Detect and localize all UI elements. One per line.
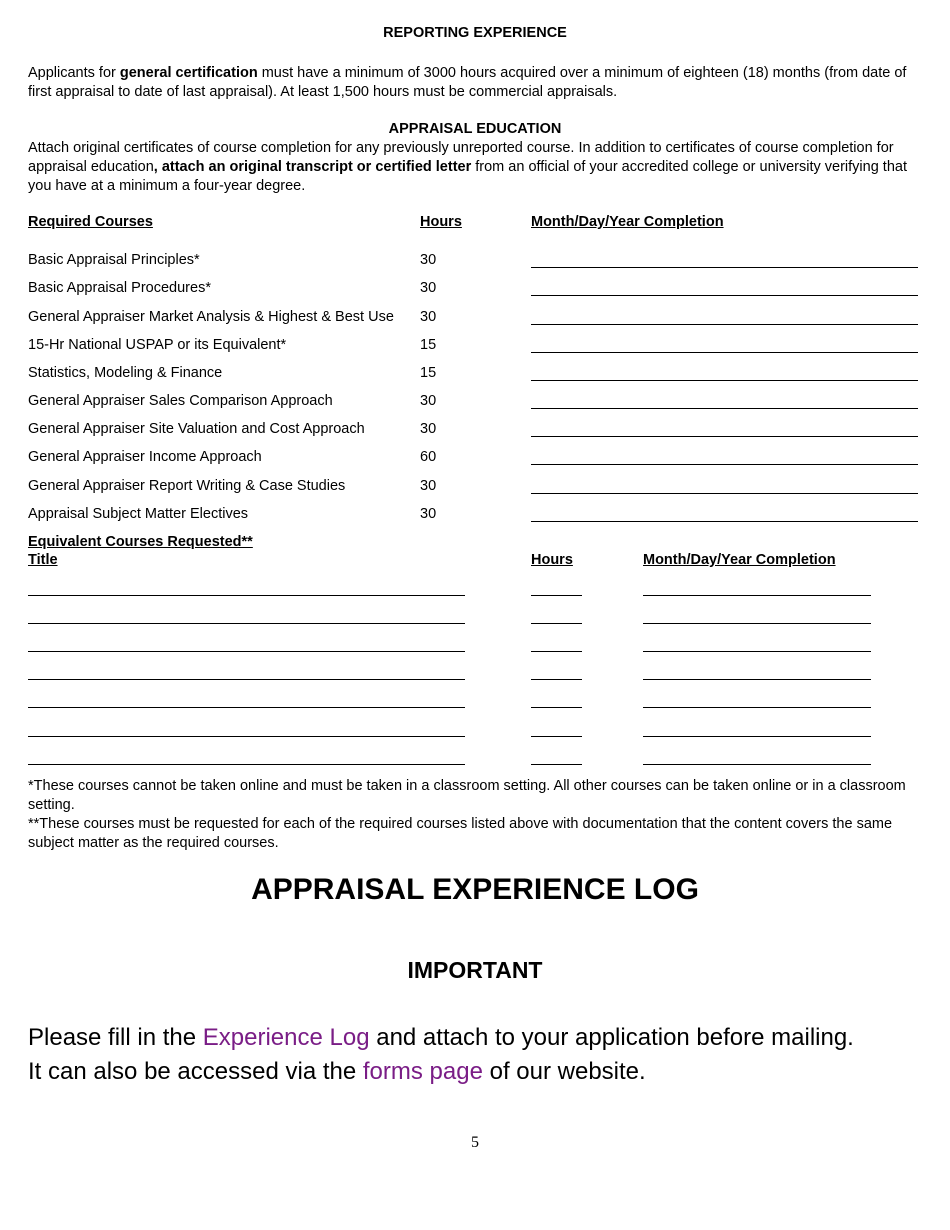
required-course-row — [28, 364, 918, 384]
title-blank[interactable] — [28, 623, 465, 624]
title-blank[interactable] — [28, 736, 465, 737]
instruction-line-2 — [28, 1056, 646, 1088]
completion-date-blank[interactable] — [643, 651, 871, 652]
hours-blank[interactable] — [531, 623, 582, 624]
course-hours: 30 — [420, 309, 437, 325]
education-heading: APPRAISAL EDUCATION — [388, 121, 562, 137]
instruction-text: and attach to your application before mailing. — [369, 1024, 854, 1051]
completion-date-blank[interactable] — [643, 707, 871, 708]
education-paragraph — [28, 139, 923, 196]
required-course-row — [28, 420, 918, 440]
course-name: General Appraiser Report Writing & Case Studies — [28, 478, 346, 494]
equivalent-course-row — [28, 595, 873, 615]
instruction-text: Please fill in the — [28, 1024, 203, 1051]
equivalent-courses-heading: Equivalent Courses Requested** — [28, 534, 253, 550]
hours-blank[interactable] — [531, 651, 582, 652]
equivalent-completion-header: Month/Day/Year Completion — [643, 552, 836, 568]
required-course-row — [28, 477, 918, 497]
education-text-bold: , attach an original transcript or certified letter — [153, 159, 472, 175]
required-hours-header: Hours — [420, 214, 462, 230]
title-blank[interactable] — [28, 679, 465, 680]
reporting-heading: REPORTING EXPERIENCE — [383, 25, 567, 41]
completion-date-blank[interactable] — [531, 267, 918, 268]
important-heading: IMPORTANT — [407, 957, 543, 983]
title-blank[interactable] — [28, 707, 465, 708]
course-name: General Appraiser Site Valuation and Cost Approach — [28, 421, 365, 437]
page-number: 5 — [471, 1134, 479, 1151]
required-course-row — [28, 336, 918, 356]
completion-date-blank[interactable] — [643, 679, 871, 680]
experience-log-link[interactable]: Experience Log — [202, 1024, 370, 1051]
required-course-row — [28, 308, 918, 328]
completion-date-blank[interactable] — [531, 521, 918, 522]
reporting-text-bold: general certification — [119, 65, 258, 81]
required-course-row — [28, 448, 918, 468]
instruction-text: It can also be accessed via the — [28, 1058, 363, 1085]
course-hours: 15 — [420, 337, 437, 353]
required-course-row — [28, 392, 918, 412]
equivalent-course-row — [28, 707, 873, 727]
required-course-row — [28, 251, 918, 271]
experience-log-title: APPRAISAL EXPERIENCE LOG — [251, 873, 699, 906]
equivalent-course-row — [28, 679, 873, 699]
course-hours: 30 — [420, 252, 437, 268]
title-blank[interactable] — [28, 651, 465, 652]
required-completion-header: Month/Day/Year Completion — [531, 214, 724, 230]
completion-date-blank[interactable] — [531, 436, 918, 437]
completion-date-blank[interactable] — [531, 408, 918, 409]
course-name: Appraisal Subject Matter Electives — [28, 506, 249, 522]
completion-date-blank[interactable] — [643, 764, 871, 765]
course-hours: 30 — [420, 478, 437, 494]
hours-blank[interactable] — [531, 764, 582, 765]
instruction-text: of our website. — [482, 1058, 646, 1085]
course-name: Statistics, Modeling & Finance — [28, 365, 223, 381]
completion-date-blank[interactable] — [531, 464, 918, 465]
course-hours: 30 — [420, 506, 437, 522]
education-text-2: from an official of your accredited college or university verifying that you have at a minimum a four-year degree. — [28, 159, 907, 194]
equivalent-hours-header: Hours — [531, 552, 573, 568]
course-name: Basic Appraisal Procedures* — [28, 280, 211, 296]
reporting-text-2: must have a minimum of 3000 hours acquired over a minimum of eighteen (18) months (from date of first appraisal to date of last appraisal). At least 1,500 hours must be commercial appraisals. — [28, 65, 907, 100]
forms-page-link[interactable]: forms page — [362, 1058, 483, 1085]
course-hours: 30 — [420, 280, 437, 296]
course-name: Basic Appraisal Principles* — [28, 252, 200, 268]
course-name: General Appraiser Income Approach — [28, 449, 262, 465]
completion-date-blank[interactable] — [531, 352, 918, 353]
title-blank[interactable] — [28, 595, 465, 596]
hours-blank[interactable] — [531, 595, 582, 596]
completion-date-blank[interactable] — [531, 295, 918, 296]
course-hours: 60 — [420, 449, 437, 465]
equivalent-course-row — [28, 623, 873, 643]
footnote-equivalent: **These courses must be requested for each of the required courses listed above with documentation that the content covers the same subject matter as the required courses. — [28, 816, 893, 851]
completion-date-blank[interactable] — [643, 595, 871, 596]
completion-date-blank[interactable] — [531, 493, 918, 494]
completion-date-blank[interactable] — [531, 380, 918, 381]
equivalent-course-row — [28, 651, 873, 671]
completion-date-blank[interactable] — [643, 623, 871, 624]
completion-date-blank[interactable] — [531, 324, 918, 325]
course-hours: 30 — [420, 421, 437, 437]
education-text-1: Attach original certificates of course completion for any previously unreported course. In addition to certificates of course completion for appraisal education — [28, 140, 894, 175]
equivalent-title-header: Title — [28, 552, 58, 568]
required-course-row — [28, 279, 918, 299]
reporting-paragraph — [28, 64, 923, 102]
completion-date-blank[interactable] — [643, 736, 871, 737]
instruction-line-1 — [28, 1022, 854, 1054]
required-courses-header: Required Courses — [28, 214, 153, 230]
course-hours: 30 — [420, 393, 437, 409]
hours-blank[interactable] — [531, 736, 582, 737]
hours-blank[interactable] — [531, 707, 582, 708]
course-hours: 15 — [420, 365, 437, 381]
required-course-row — [28, 505, 918, 525]
reporting-text-1: Applicants for — [28, 65, 120, 81]
course-name: 15-Hr National USPAP or its Equivalent* — [28, 337, 287, 353]
hours-blank[interactable] — [531, 679, 582, 680]
title-blank[interactable] — [28, 764, 465, 765]
equivalent-course-row — [28, 736, 873, 756]
footnote-online: *These courses cannot be taken online and must be taken in a classroom setting. All other courses can be taken online or in a classroom setting. — [28, 778, 906, 813]
course-name: General Appraiser Sales Comparison Approach — [28, 393, 333, 409]
course-name: General Appraiser Market Analysis & Highest & Best Use — [28, 309, 394, 325]
